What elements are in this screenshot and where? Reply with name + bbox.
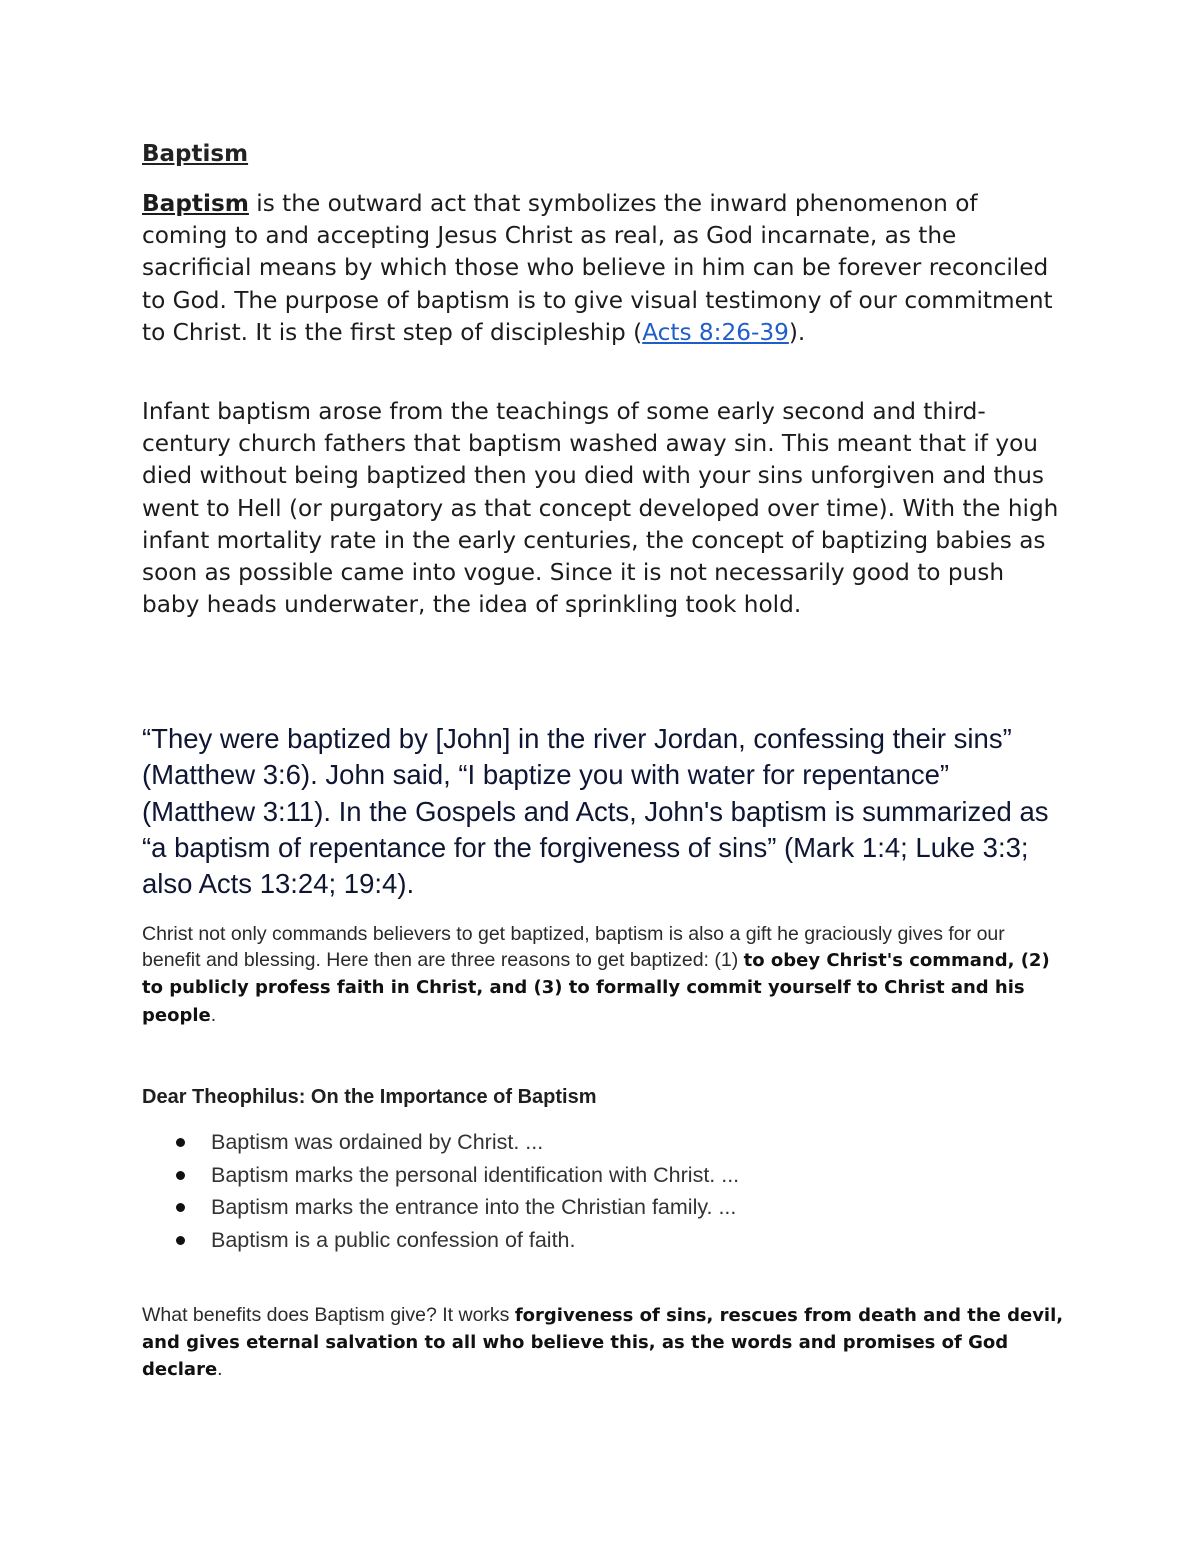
document-title: Baptism — [142, 141, 249, 167]
bullet-icon — [176, 1203, 185, 1212]
scripture-quote-paragraph: “They were baptized by [John] in the river Jordan, confessing their sins” (Matthew 3:6). John said, “I baptize you with water for repentance” (Matthew 3:11). In the Gospels and Acts, John's baptism is summarized as “a baptism of repentance for the forgiveness of sins” (Mark 1:4; Luke 3:3; also Acts 13:24; 19:4). — [142, 723, 1049, 900]
intro-lead-term: Baptism — [142, 190, 249, 217]
reasons-bold: to obey Christ's command, (2) to publicly profess faith in Christ, and (3) to formally commit yourself to Christ and his people — [142, 950, 1050, 1026]
list-item-text: Baptism marks the personal identification with Christ. ... — [211, 1162, 740, 1187]
bullet-icon — [176, 1171, 185, 1180]
list-item-text: Baptism is a public confession of faith. — [211, 1228, 576, 1253]
theophilus-list — [142, 1126, 739, 1257]
list-item — [142, 1224, 739, 1257]
list-item — [142, 1191, 739, 1224]
benefits-tail: . — [217, 1358, 223, 1381]
benefits-paragraph — [142, 1302, 1067, 1384]
bullet-icon — [176, 1138, 185, 1147]
infant-baptism-paragraph: Infant baptism arose from the teachings of some early second and third-century church fathers that baptism washed away sin. This meant that if you died without being baptized then you died with your sins unforgiven and thus went to Hell (or purgatory as that concept developed over time). With the high infant mortality rate in the early centuries, the concept of baptizing babies as soon as possible came into vogue. Since it is not necessarily good to push baby heads underwater, the idea of sprinkling took hold. — [142, 398, 1059, 619]
list-item-text: Baptism was ordained by Christ. ... — [211, 1130, 544, 1154]
intro-tail: ). — [788, 318, 806, 346]
list-item — [142, 1126, 739, 1159]
list-item-text: Baptism marks the entrance into the Christian family. ... — [211, 1195, 737, 1220]
acts-reference-link[interactable]: Acts 8:26-39 — [642, 318, 789, 346]
reasons-text: Christ not only commands believers to get baptized, baptism is also a gift he graciously gives for our benefit and blessing. Here then are three reasons to get baptized: (1) — [142, 923, 1005, 972]
reasons-tail: . — [210, 1003, 217, 1026]
theophilus-heading: Dear Theophilus: On the Importance of Baptism — [142, 1086, 597, 1108]
intro-paragraph — [142, 188, 1067, 349]
bullet-icon — [176, 1236, 185, 1245]
benefits-bold: forgiveness of sins, rescues from death and the devil, and gives eternal salvation to all who believe this, as the words and promises of God declare — [142, 1305, 1064, 1381]
reasons-paragraph — [142, 921, 1067, 1029]
intro-text: is the outward act that symbolizes the inward phenomenon of coming to and accepting Jesus Christ as real, as God incarnate, as the sacrificial means by which those who believe in him can be forever reconciled to God. The purpose of baptism is to give visual testimony of our commitment to Christ. It is the first step of discipleship ( — [142, 190, 1053, 346]
benefits-text: What benefits does Baptism give? It works — [142, 1304, 515, 1326]
list-item — [142, 1159, 739, 1192]
